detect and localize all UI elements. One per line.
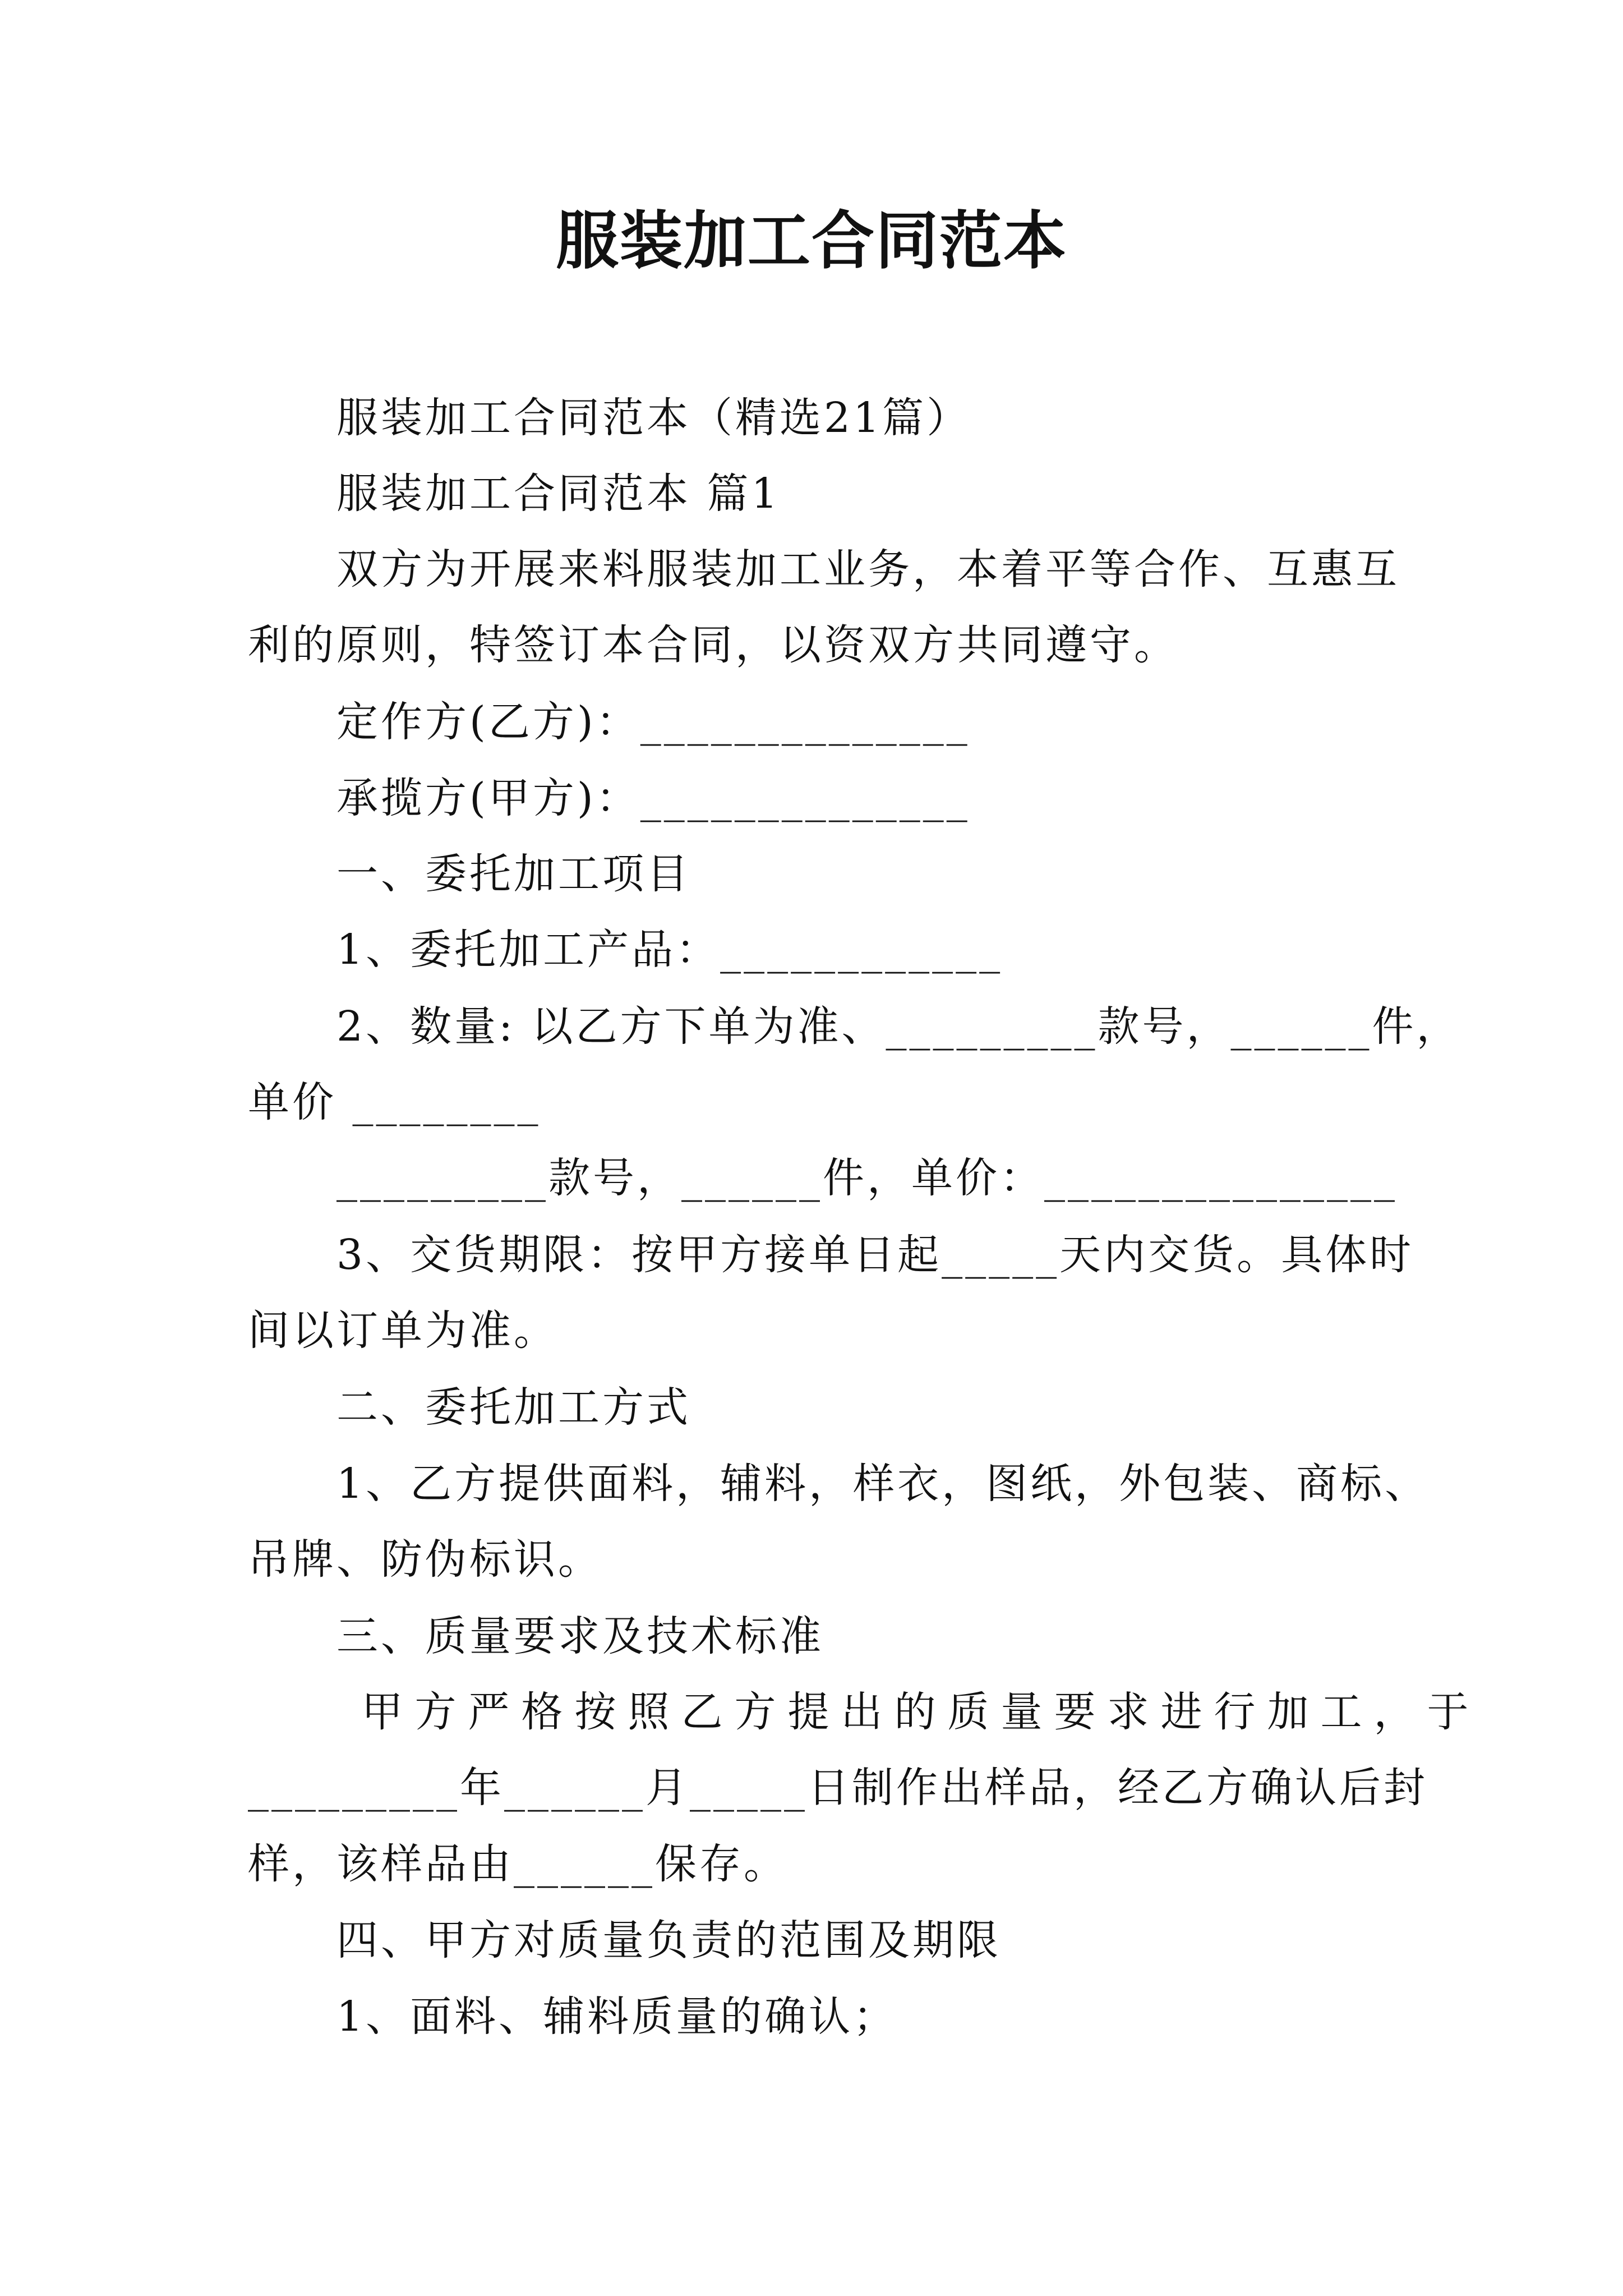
clause-item: 3、交货期限：按甲方接单日起_____天内交货。具体时	[336, 1231, 1414, 1279]
clause-heading: 四、甲方对质量负责的范围及期限	[336, 1916, 1001, 1964]
clause-item: 1、面料、辅料质量的确认；	[336, 1993, 898, 2041]
clause-heading: 一、委托加工项目	[336, 850, 691, 898]
paragraph-line: 样，该样品由______保存。	[248, 1840, 788, 1888]
document-title: 服装加工合同范本	[556, 204, 1067, 278]
clause-item-continued: 间以订单为准。	[248, 1306, 558, 1355]
paragraph-line: 甲方严格按照乙方提出的质量要求进行加工，于	[336, 1688, 1481, 1736]
party-b-line: 定作方(乙方)：______________	[336, 698, 970, 746]
paragraph-line: 双方为开展来料服装加工业务，本着平等合作、互惠互	[336, 545, 1400, 593]
clause-item-continued: _________款号，______件，单价：_______________	[336, 1154, 1398, 1202]
clause-item: 2、数量: 以乙方下单为准、_________款号，______件，	[336, 1002, 1461, 1051]
clause-item: 1、委托加工产品：____________	[336, 926, 1003, 974]
section-heading-part1: 服装加工合同范本 篇1	[336, 470, 781, 518]
clause-heading: 二、委托加工方式	[336, 1383, 691, 1432]
paragraph-line: _________年______月_____日制作出样品，经乙方确认后封	[248, 1764, 1428, 1812]
clause-heading: 三、质量要求及技术标准	[336, 1612, 824, 1660]
clause-item: 1、乙方提供面料，辅料，样衣，图纸，外包装、商标、	[336, 1460, 1430, 1508]
clause-item-continued: 单价 ________	[248, 1078, 541, 1126]
clause-item-continued: 吊牌、防伪标识。	[248, 1535, 602, 1584]
paragraph-line: 利的原则，特签订本合同，以资双方共同遵守。	[248, 621, 1178, 669]
subtitle-line: 服装加工合同范本（精选21篇）	[336, 394, 971, 442]
party-a-line: 承揽方(甲方)：______________	[336, 774, 970, 822]
